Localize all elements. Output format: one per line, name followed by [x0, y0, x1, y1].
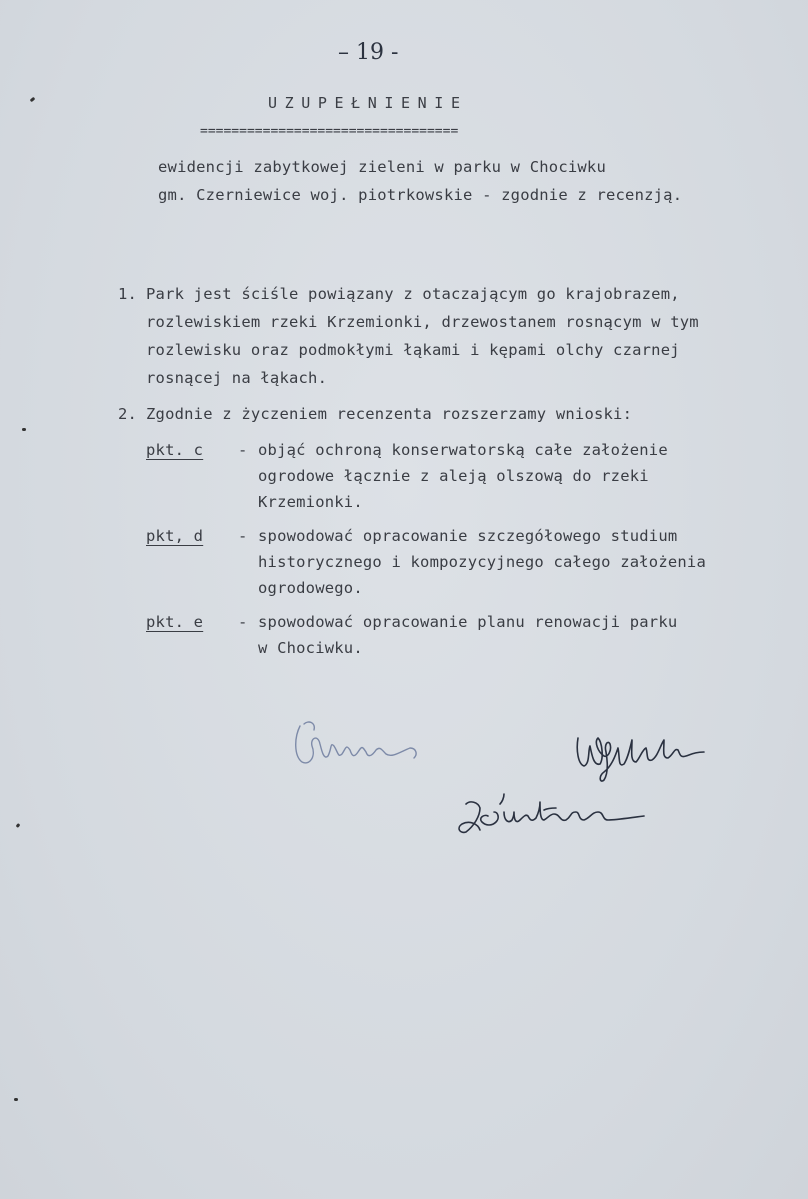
item-e-line: w Chociwku. — [258, 639, 363, 657]
item-d-line: spowodować opracowanie szczegółowego studium — [258, 527, 678, 545]
item-c-line: objąć ochroną konserwatorską całe założenie — [258, 441, 668, 459]
point-1-line: Park jest ściśle powiązany z otaczającym go krajobrazem, — [146, 285, 680, 303]
item-d-label: pkt, d — [146, 527, 204, 545]
margin-mark — [16, 823, 21, 828]
point-1-line: rozlewisku oraz podmokłymi łąkami i kępami olchy czarnej — [146, 341, 680, 359]
subtitle-line-1: ewidencji zabytkowej zieleni w parku w Chociwku — [158, 158, 606, 176]
item-c-line: Krzemionki. — [258, 493, 363, 511]
point-1-line: rozlewiskiem rzeki Krzemionki, drzewostanem rosnącym w tym — [146, 313, 699, 331]
margin-mark — [30, 97, 36, 103]
margin-mark — [22, 428, 26, 431]
item-e-dash: - — [238, 613, 248, 631]
margin-mark — [14, 1098, 18, 1101]
title-underline: ================================= — [200, 124, 459, 139]
page-number: – 19 - — [338, 40, 399, 65]
item-d-line: historycznego i kompozycyjnego całego założenia — [258, 553, 706, 571]
signature-bottom — [452, 790, 652, 840]
subtitle-line-2: gm. Czerniewice woj. piotrkowskie - zgodnie z recenzją. — [158, 186, 683, 204]
signature-left — [290, 716, 430, 776]
item-c-line: ogrodowe łącznie z aleją olszową do rzeki — [258, 467, 649, 485]
item-e-label: pkt. e — [146, 613, 204, 631]
item-c-dash: - — [238, 441, 248, 459]
item-c-label: pkt. c — [146, 441, 204, 459]
item-d-line: ogrodowego. — [258, 579, 363, 597]
item-e-line: spowodować opracowanie planu renowacji parku — [258, 613, 678, 631]
point-2-intro: Zgodnie z życzeniem recenzenta rozszerzamy wnioski: — [146, 405, 633, 423]
item-d-dash: - — [238, 527, 248, 545]
document-title: UZUPEŁNIENIE — [268, 94, 468, 112]
point-2-number: 2. — [118, 405, 138, 423]
signature-right — [568, 728, 718, 788]
point-1-number: 1. — [118, 285, 138, 303]
point-1-line: rosnącej na łąkach. — [146, 369, 328, 387]
